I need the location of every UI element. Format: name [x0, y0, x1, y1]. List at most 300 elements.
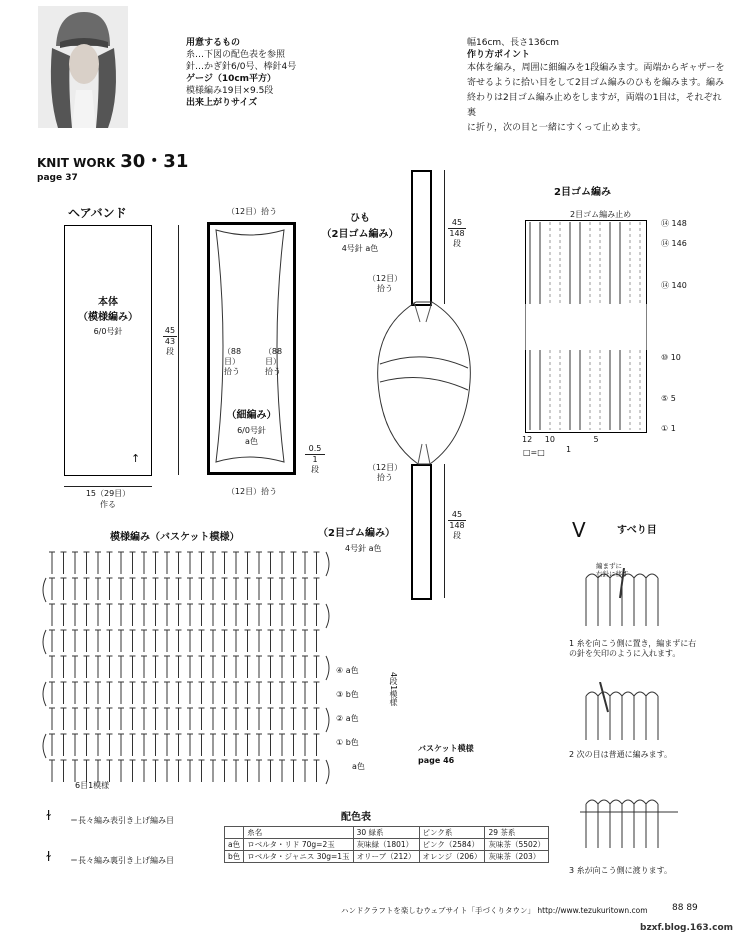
basket-stitch	[153, 656, 159, 678]
basket-row-color: b色	[345, 738, 359, 747]
slip-stitch-title: すべり目	[617, 525, 657, 536]
color-table-cell: ロベルタ・リド 70g=2玉	[244, 839, 353, 851]
basket-stitch	[302, 734, 308, 756]
basket-stitch-repeat: 6目1模様	[75, 781, 110, 790]
basket-stitch	[314, 734, 320, 756]
basket-stitch	[141, 708, 147, 730]
basket-stitch	[210, 682, 216, 704]
edging-right-side	[258, 347, 288, 377]
basket-stitch	[268, 552, 274, 574]
front-post-legend: ＝長々編み表引き上げ編み目	[70, 816, 174, 825]
slip-stitch-symbol-icon: V	[572, 518, 586, 542]
cord-len-cm: 45	[451, 218, 463, 227]
basket-turn-arc	[326, 708, 329, 732]
basket-stitch	[256, 682, 262, 704]
basket-stitch	[107, 578, 113, 600]
color-table-cell: 糸名	[244, 827, 353, 839]
cord-pick-count: （12目）	[367, 463, 403, 472]
height-rows: 43	[164, 337, 176, 346]
cord-len-rows: 148	[449, 229, 465, 238]
color-table-cell: オレンジ（206）	[419, 851, 485, 863]
basket-stitch	[164, 578, 170, 600]
basket-stitch	[291, 552, 297, 574]
basket-stitch	[107, 604, 113, 626]
color-table-cell: ピンク（2584）	[419, 839, 485, 851]
basket-stitch	[291, 604, 297, 626]
basket-stitch	[176, 734, 182, 756]
basket-row-marker: ① b色	[336, 738, 359, 747]
color-table-title: 配色表	[341, 812, 371, 823]
basket-stitch	[314, 552, 320, 574]
basket-stitch	[72, 734, 78, 756]
basket-stitch	[187, 760, 193, 782]
basket-stitch	[49, 552, 55, 574]
cord-top-pick	[365, 274, 405, 294]
edging-left-side	[217, 347, 247, 377]
basket-stitch	[187, 656, 193, 678]
basket-stitch	[176, 656, 182, 678]
footer-site: ハンドクラフトを楽しむウェブサイト「手づくりタウン」 http://www.tezukuritown.com	[341, 906, 648, 915]
basket-stitch	[49, 656, 55, 678]
basket-stitch	[118, 760, 124, 782]
edging-left-count: （88目）	[222, 347, 242, 366]
rib-legend: □=□	[523, 448, 545, 457]
basket-stitch	[279, 630, 285, 652]
basket-stitch	[314, 656, 320, 678]
basket-stitch	[95, 578, 101, 600]
size-title: 出来上がりサイズ	[186, 98, 258, 108]
cord-bottom-diagram	[411, 464, 432, 600]
cord-top-length	[448, 218, 466, 249]
rib-chart-grid	[525, 220, 655, 435]
basket-stitch	[72, 552, 78, 574]
howto-line: 本体を編み，周囲に細編みを1段編みます。両端からギャザーを	[467, 63, 725, 73]
cord-len-rows: 148	[449, 521, 465, 530]
basket-stitch	[130, 682, 136, 704]
basket-stitch	[153, 604, 159, 626]
basket-stitch	[302, 578, 308, 600]
basket-stitch	[61, 630, 67, 652]
basket-stitch	[187, 708, 193, 730]
basket-stitch	[187, 630, 193, 652]
knit-work-label: KNIT WORK	[37, 156, 116, 170]
height-unit: 段	[166, 347, 174, 356]
basket-row-color: a色	[345, 666, 359, 675]
edging-left-pick: 拾う	[224, 367, 240, 376]
basket-stitch	[222, 760, 228, 782]
rib-col-number: 10	[544, 435, 555, 444]
slip-step1-note-line: 右針に移す	[596, 570, 629, 578]
howto-line: 寄せるように拾い目をして2目ゴム編みのひもを編みます。編み	[467, 78, 725, 88]
howto-line: に折り，次の目と一緒にすくって止めます。	[467, 123, 647, 133]
basket-stitch	[210, 708, 216, 730]
basket-stitch	[118, 604, 124, 626]
basket-stitch	[141, 734, 147, 756]
basket-stitch	[176, 760, 182, 782]
edging-unit: 段	[311, 465, 319, 474]
basket-stitch	[141, 760, 147, 782]
basket-stitch	[130, 734, 136, 756]
edging-thickness	[305, 444, 325, 475]
basket-stitch	[187, 604, 193, 626]
basket-stitch	[176, 708, 182, 730]
basket-stitch	[84, 734, 90, 756]
basket-stitch	[279, 760, 285, 782]
color-table-cell	[225, 827, 244, 839]
color-table-cell: オリーブ（212）	[353, 851, 419, 863]
basket-stitch	[210, 760, 216, 782]
basket-stitch	[210, 552, 216, 574]
basket-turn-arc	[43, 734, 46, 758]
cord-len-cm: 45	[451, 510, 463, 519]
basket-title: 模様編み（バスケット模様）	[110, 532, 240, 543]
basket-stitch	[279, 604, 285, 626]
basket-stitch	[61, 552, 67, 574]
pattern-label: （模様編み）	[78, 312, 138, 323]
basket-stitch	[49, 734, 55, 756]
basket-stitch	[245, 604, 251, 626]
basket-stitch	[314, 630, 320, 652]
basket-stitch	[256, 630, 262, 652]
color-table-cell: ロベルタ・ジャニス 30g=1玉	[244, 851, 353, 863]
rib-row-mark: ⑤ 5	[661, 394, 676, 403]
make-label: 作る	[100, 500, 116, 509]
basket-stitch	[233, 578, 239, 600]
basket-stitch	[153, 682, 159, 704]
basket-row-marker: ④ a色	[336, 666, 359, 675]
basket-stitch	[291, 682, 297, 704]
basket-stitch	[176, 578, 182, 600]
basket-stitch	[84, 760, 90, 782]
hairband-title: ヘアバンド	[68, 206, 127, 220]
basket-stitch	[84, 604, 90, 626]
basket-stitch	[279, 552, 285, 574]
slip-step3-text: 3 糸が向こう側に渡ります。	[569, 866, 672, 875]
edging-needle: 6/0号針	[237, 426, 266, 435]
basket-stitch	[291, 656, 297, 678]
page-reference: page 37	[37, 173, 78, 183]
back-post-symbol-icon: ɫ	[46, 850, 52, 865]
basket-stitch	[164, 708, 170, 730]
basket-row-marker: ② a色	[336, 714, 359, 723]
basket-stitch	[176, 630, 182, 652]
basket-stitch	[84, 656, 90, 678]
basket-stitch	[95, 708, 101, 730]
basket-stitch	[302, 760, 308, 782]
rib-col-number: 12	[522, 435, 533, 444]
height-dimension	[163, 326, 177, 357]
height-cm: 45	[164, 326, 176, 335]
basket-stitch	[176, 682, 182, 704]
basket-stitch	[268, 630, 274, 652]
basket-stitch	[268, 760, 274, 782]
cord-top-length-line	[444, 170, 445, 304]
basket-stitch	[49, 604, 55, 626]
edging-bottom-pick: （12目）拾う	[226, 487, 278, 496]
basket-stitch	[302, 604, 308, 626]
basket-stitch	[268, 708, 274, 730]
cord-title: ひも	[350, 213, 370, 224]
rib-col-number: 1	[566, 445, 572, 454]
basket-stitch	[49, 708, 55, 730]
color-table-header	[225, 827, 549, 839]
slip-step1-note	[596, 562, 629, 578]
slip-step3-illustration	[580, 790, 680, 850]
basket-stitch	[279, 734, 285, 756]
basket-stitch	[107, 630, 113, 652]
basket-stitch	[233, 708, 239, 730]
cord-needle: 4号針 a色	[341, 244, 379, 253]
basket-stitch	[118, 630, 124, 652]
basket-stitch	[130, 760, 136, 782]
basket-stitch	[199, 630, 205, 652]
basket-stitch	[61, 682, 67, 704]
basket-stitch	[164, 656, 170, 678]
basket-stitch	[199, 656, 205, 678]
basket-stitch	[222, 656, 228, 678]
basket-stitch	[187, 578, 193, 600]
basket-stitch	[49, 760, 55, 782]
basket-stitch	[245, 734, 251, 756]
basket-ref-page: page 46	[418, 756, 455, 765]
width-dimension: 15（29目）	[85, 489, 131, 498]
basket-stitch	[84, 552, 90, 574]
basket-stitch	[245, 630, 251, 652]
basket-row-color: b色	[345, 690, 359, 699]
cord-len-unit: 段	[453, 531, 461, 540]
basket-stitch	[141, 656, 147, 678]
basket-stitch	[291, 708, 297, 730]
basket-stitch	[118, 682, 124, 704]
basket-stitch	[130, 552, 136, 574]
hairband-body-diagram	[64, 225, 152, 476]
basket-stitch	[279, 708, 285, 730]
cord-top-diagram	[411, 170, 432, 306]
basket-stitch	[61, 656, 67, 678]
basket-stitch	[291, 734, 297, 756]
edging-label: （細編み）	[226, 410, 277, 421]
height-dimension-line	[178, 225, 179, 475]
gathered-body-shape	[374, 298, 474, 468]
rib-row-number: 1	[670, 424, 676, 433]
basket-stitch	[84, 630, 90, 652]
color-table-cell: a色	[225, 839, 244, 851]
basket-stitch	[164, 734, 170, 756]
edging-right-count: （88目）	[263, 347, 283, 366]
rib-chart-title: 2目ゴム編み	[554, 187, 611, 198]
basket-stitch	[268, 604, 274, 626]
basket-stitch	[314, 708, 320, 730]
basket-stitch	[118, 708, 124, 730]
model-photo	[38, 6, 128, 128]
basket-stitch	[164, 682, 170, 704]
basket-stitch	[210, 656, 216, 678]
basket-stitch	[107, 760, 113, 782]
rib-row-number: 5	[670, 394, 676, 403]
edging-top-pick: （12目）拾う	[226, 207, 278, 216]
basket-stitch	[95, 552, 101, 574]
color-table-cell: b色	[225, 851, 244, 863]
basket-stitch	[176, 604, 182, 626]
basket-stitch	[72, 760, 78, 782]
basket-stitch	[107, 656, 113, 678]
basket-stitch	[256, 760, 262, 782]
basket-stitch	[314, 578, 320, 600]
start-arrow-icon: ↑	[131, 452, 141, 465]
rib-row-mark: ⑭ 146	[661, 239, 687, 248]
basket-stitch	[199, 604, 205, 626]
basket-stitch	[153, 760, 159, 782]
basket-stitch	[164, 604, 170, 626]
basket-stitch	[245, 682, 251, 704]
basket-stitch	[84, 682, 90, 704]
basket-stitch	[107, 734, 113, 756]
basket-stitch	[141, 682, 147, 704]
basket-stitch	[233, 656, 239, 678]
basket-row-markers	[336, 659, 365, 779]
color-table-cell: 灰味茶（203）	[485, 851, 549, 863]
basket-stitch	[199, 578, 205, 600]
basket-stitch	[256, 552, 262, 574]
rib-row-number: 148	[671, 219, 687, 228]
basket-stitch	[199, 552, 205, 574]
basket-stitch	[314, 682, 320, 704]
edging-color: a色	[245, 437, 258, 446]
gauge-title: ゲージ（10cm平方）	[186, 74, 277, 84]
materials-block	[186, 37, 426, 109]
basket-stitch	[49, 630, 55, 652]
width-dimension-line	[64, 486, 152, 487]
cord-len-unit: 段	[453, 239, 461, 248]
basket-stitch	[72, 604, 78, 626]
cord-rib-title: （2目ゴム編み）	[321, 229, 399, 240]
basket-stitch	[233, 760, 239, 782]
body-needle: 6/0号針	[93, 327, 123, 336]
basket-turn-arc	[326, 552, 329, 576]
basket-turn-arc	[326, 760, 329, 784]
basket-stitch	[245, 552, 251, 574]
basket-repeat-label: 4段1模様	[389, 672, 398, 707]
basket-stitch	[210, 734, 216, 756]
basket-stitch	[233, 552, 239, 574]
materials-line: 針…かぎ針6/0号、棒針4号	[186, 62, 297, 72]
basket-stitch	[107, 708, 113, 730]
basket-stitch	[130, 630, 136, 652]
basket-stitch	[72, 656, 78, 678]
basket-stitch	[84, 708, 90, 730]
cord-pick-label: 拾う	[377, 284, 393, 293]
basket-stitch	[233, 630, 239, 652]
basket-stitch	[187, 682, 193, 704]
basket-stitch	[95, 760, 101, 782]
basket-stitch	[314, 760, 320, 782]
edging-cm: 0.5	[308, 444, 322, 453]
basket-stitch	[130, 604, 136, 626]
basket-stitch	[302, 682, 308, 704]
slip-step1-text: 1 糸を向こう側に置き，編まずに右の針を矢印のように入れます。	[569, 639, 697, 658]
basket-stitch	[268, 734, 274, 756]
basket-stitch	[210, 604, 216, 626]
basket-stitch	[233, 734, 239, 756]
table-row	[225, 839, 549, 851]
rib-row-mark: ⑭ 140	[661, 281, 687, 290]
basket-stitch	[130, 578, 136, 600]
basket-stitch	[314, 604, 320, 626]
rib-row-mark: ⑭ 148	[661, 219, 687, 228]
basket-stitch	[222, 708, 228, 730]
basket-stitch	[222, 734, 228, 756]
basket-stitch	[118, 656, 124, 678]
basket-stitch	[256, 604, 262, 626]
basket-stitch	[302, 708, 308, 730]
basket-stitch	[245, 708, 251, 730]
basket-stitch	[61, 708, 67, 730]
cord-bottom-title: （2目ゴム編み）	[318, 528, 395, 539]
basket-stitch	[268, 656, 274, 678]
table-row	[225, 851, 549, 863]
basket-stitch	[210, 630, 216, 652]
slip-step2-text: 2 次の目は普通に編みます。	[569, 750, 672, 759]
knit-work-title	[37, 147, 188, 173]
basket-stitch	[61, 734, 67, 756]
color-table	[224, 826, 549, 863]
gauge-line: 模様編み19目×9.5段	[186, 86, 274, 96]
basket-stitch	[95, 656, 101, 678]
basket-stitch	[49, 682, 55, 704]
basket-turn-arc	[43, 682, 46, 706]
basket-turn-arc	[43, 578, 46, 602]
materials-line: 糸…下図の配色表を参照	[186, 50, 286, 60]
color-table-cell: 30 緑系	[353, 827, 419, 839]
basket-row-marker	[336, 755, 365, 779]
basket-stitch	[95, 604, 101, 626]
basket-stitch	[164, 552, 170, 574]
rib-row-number: 146	[671, 239, 687, 248]
body-label: 本体	[98, 297, 118, 308]
rib-row-number: 140	[671, 281, 687, 290]
rib-bind-off-label: 2目ゴム編み止め	[570, 210, 632, 219]
basket-stitch	[245, 578, 251, 600]
basket-stitch	[279, 682, 285, 704]
basket-turn-arc	[326, 604, 329, 628]
basket-stitch	[153, 630, 159, 652]
basket-turn-arc	[326, 656, 329, 680]
footer-page-numbers: 88 89	[672, 903, 698, 913]
howto-title: 作り方ポイント	[467, 50, 531, 60]
basket-stitch	[72, 708, 78, 730]
cord-bottom-needle: 4号針 a色	[345, 544, 382, 553]
basket-stitch	[118, 552, 124, 574]
basket-stitch	[95, 682, 101, 704]
basket-stitch	[233, 682, 239, 704]
basket-stitch	[118, 734, 124, 756]
color-table-cell: 灰味緑（1801）	[353, 839, 419, 851]
basket-stitch	[245, 656, 251, 678]
edging-right-pick: 拾う	[265, 367, 281, 376]
slip-step2-illustration	[580, 682, 670, 742]
color-table-cell: 灰味茶（5502）	[485, 839, 549, 851]
basket-stitch	[141, 578, 147, 600]
basket-stitch	[256, 578, 262, 600]
basket-stitch	[210, 578, 216, 600]
back-post-legend: ＝長々編み裏引き上げ編み目	[70, 856, 174, 865]
rib-row-mark: ① 1	[661, 424, 676, 433]
basket-row-color: a色	[352, 762, 365, 771]
edging-rows: 1	[305, 454, 325, 465]
basket-stitch	[72, 578, 78, 600]
basket-stitch	[268, 682, 274, 704]
basket-stitch	[199, 760, 205, 782]
